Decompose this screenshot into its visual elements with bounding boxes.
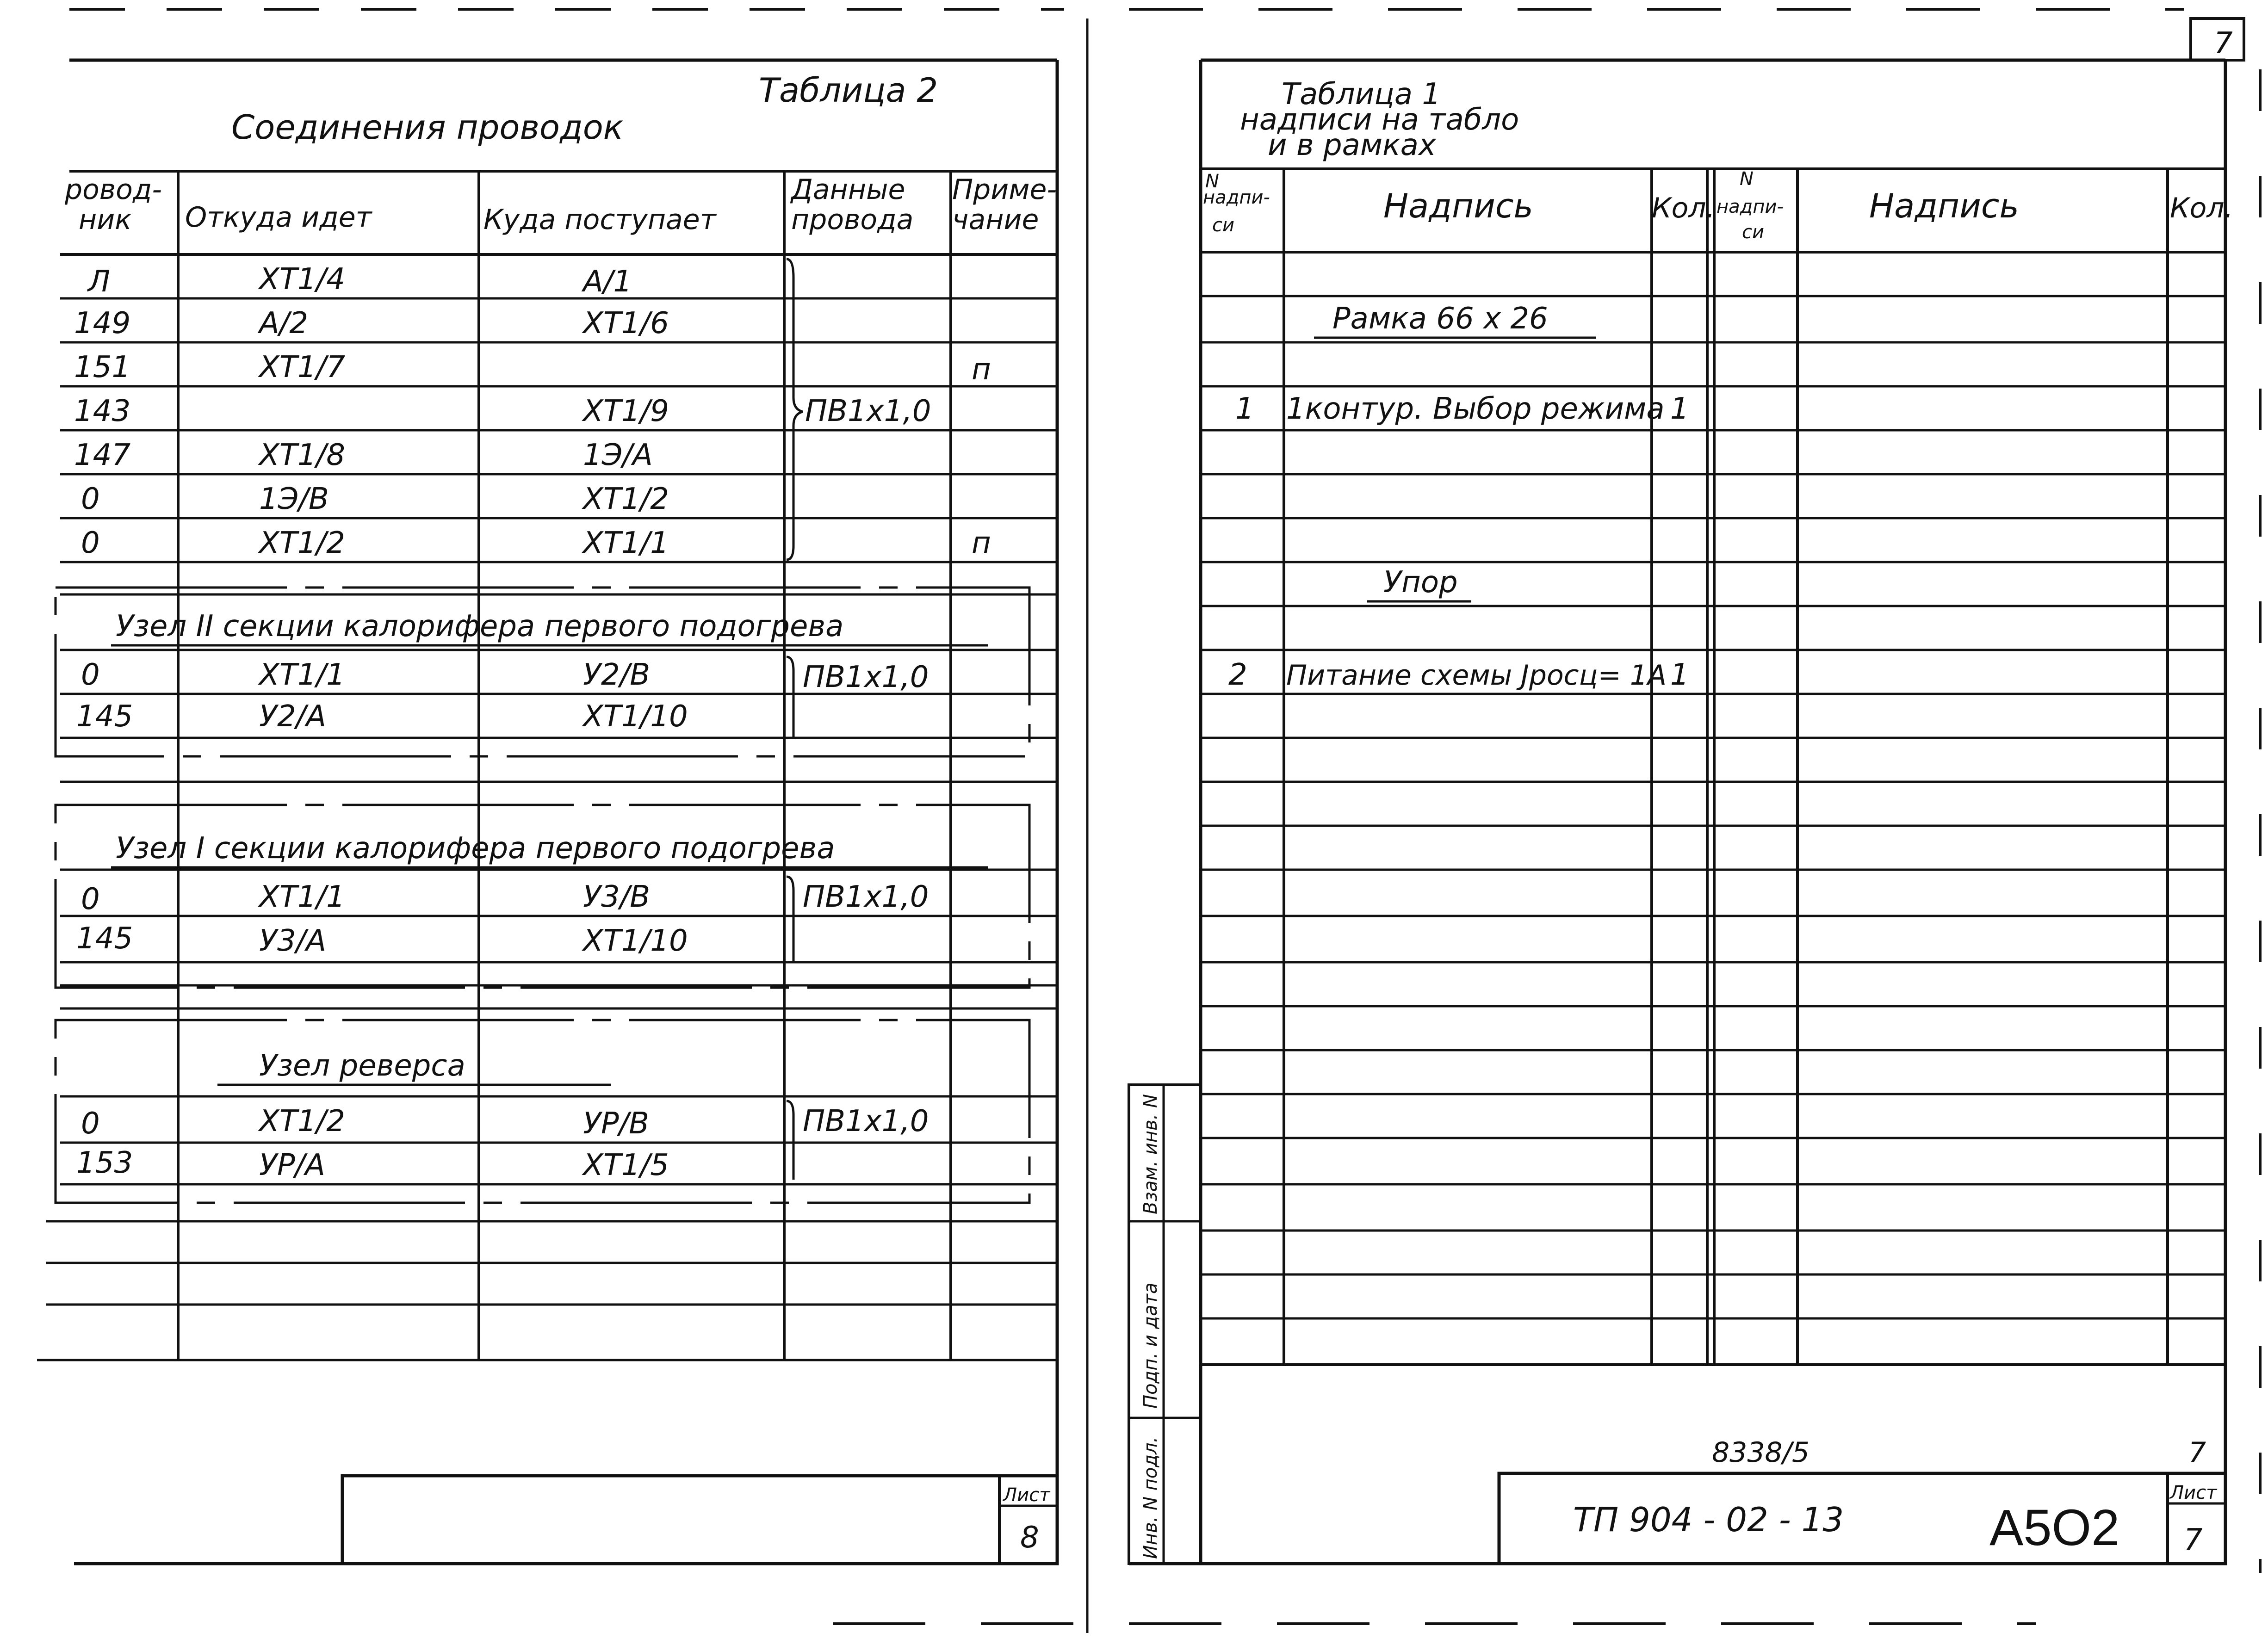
brace [787,657,793,738]
section-title: Узел I секции калорифера первого подогрева [116,831,835,866]
inscription-num: 1 [1235,392,1254,426]
header-wire: ровод- [65,173,162,206]
inscription-text: Упор [1383,565,1458,600]
section-node-1 [56,805,1057,988]
header-num-2: надпи- [1203,187,1270,208]
group1-data: ПВ1х1,0 [805,394,931,428]
table-cell: У3/В [583,880,651,914]
table-cell: У2/А [259,699,327,734]
left-sheet [37,60,1057,1564]
header-note-2: чание [952,204,1039,236]
right-sheet [1129,19,2244,1564]
section-reverse [56,1020,1057,1203]
table-cell: 143 [74,394,131,428]
inscription-text: 1контур. Выбор режима [1286,392,1665,426]
table-cell: ХТ1/7 [259,350,345,384]
stamp-sign: Подп. и дата [1140,1282,1161,1409]
table-cell: ХТ1/10 [583,699,688,734]
table-cell: ХТ1/1 [259,658,345,692]
brace [787,259,803,560]
table-cell: ХТ1/5 [583,1148,669,1182]
table-cell: А/1 [583,265,632,299]
sheet-label: Лист [2170,1482,2217,1503]
table-cell: п [972,353,991,387]
table-cell: 0 [81,1107,100,1141]
inscription-qty: 1 [1670,392,1689,426]
header-num-b-3: си [1742,222,1764,243]
table-cell: 0 [81,882,100,916]
table-cell: ХТ1/1 [259,880,345,914]
table-cell: ХТ1/2 [259,526,345,560]
section-title: Узел реверса [259,1049,465,1083]
table-cell: 151 [74,350,131,384]
table-cell: УР/В [583,1107,650,1141]
section-node-2 [56,588,1057,756]
inscription-num: 2 [1228,658,1247,692]
header-num: N [1205,171,1219,192]
table-label: Таблица 2 [759,71,938,110]
table-cell: ХТ1/10 [583,924,688,958]
header-text: Надпись [1383,186,1533,225]
table-cell: ХТ1/2 [259,1104,345,1138]
table-cell: Л [88,265,111,299]
header-qty-b: Кол. [2170,192,2233,224]
header-num-b-2: надпи- [1716,196,1784,217]
inscription-text: Рамка 66 х 26 [1332,302,1548,336]
section-title: Узел II секции калорифера первого подогрева [116,609,844,643]
format-code: А5О2 [1989,1499,2120,1556]
table-cell: п [972,526,991,560]
header-data: Данные [791,173,905,206]
header-note: Приме- [952,173,1057,206]
table-cell: 0 [81,482,100,516]
section-data: ПВ1х1,0 [803,660,929,694]
table-cell: 145 [76,699,133,734]
table-cell: 0 [81,658,100,692]
header-num-b: N [1740,168,1754,190]
sheet-number: 7 [2184,1523,2203,1557]
brace [787,1101,793,1180]
table-cell: ХТ1/1 [583,526,669,560]
table-cell: У2/В [583,658,651,692]
inscription-text: Питание схемы Jросц= 1А [1286,659,1667,692]
doc-code: ТП 904 - 02 - 13 [1573,1500,1844,1539]
table-cell: У3/А [259,924,327,958]
table-cell: ХТ1/2 [583,482,669,516]
table-cell: 153 [76,1146,133,1180]
section-data: ПВ1х1,0 [803,1104,929,1138]
table-cell: 1Э/А [583,438,653,472]
header-to: Куда поступает [483,204,716,236]
section-data: ПВ1х1,0 [803,880,929,914]
archive-number: 8338/5 [1712,1436,1810,1469]
corner-number: 7 [2214,26,2233,61]
table-cell: 149 [74,306,131,340]
table-cell: ХТ1/8 [259,438,345,472]
table-cell: 0 [81,526,100,560]
header-from: Откуда идет [185,201,372,234]
page-number-top: 7 [2188,1436,2206,1469]
table-cell: 145 [76,922,133,956]
brace [787,877,793,962]
header-wire-2: ник [79,204,132,236]
header-data-2: провода [791,204,914,236]
table-title: и в рамках [1268,128,1436,162]
table-cell: А/2 [259,306,309,340]
table-title: надписи на табло [1240,103,1519,137]
sheet-number: 8 [1020,1521,1039,1555]
table-cell: ХТ1/4 [259,262,345,297]
table-cell: 147 [74,438,131,472]
inscription-qty: 1 [1670,658,1689,692]
table-cell: ХТ1/6 [583,306,669,340]
table-title: Таблица 1 [1282,77,1441,111]
side-stamp [1129,1085,1201,1564]
table-title: Соединения проводок [231,108,624,147]
sheet-label: Лист [1003,1484,1050,1506]
stamp-replace: Взам. инв. N [1140,1094,1161,1214]
title-block [342,1476,1057,1564]
header-num-3: си [1212,215,1234,236]
table-cell: УР/А [259,1148,325,1182]
stamp-inv: Инв. N подл. [1140,1436,1161,1559]
header-text-b: Надпись [1869,186,2019,225]
header-qty: Кол. [1652,192,1715,224]
table-cell: 1Э/В [259,482,329,516]
table-cell: ХТ1/9 [583,394,669,428]
